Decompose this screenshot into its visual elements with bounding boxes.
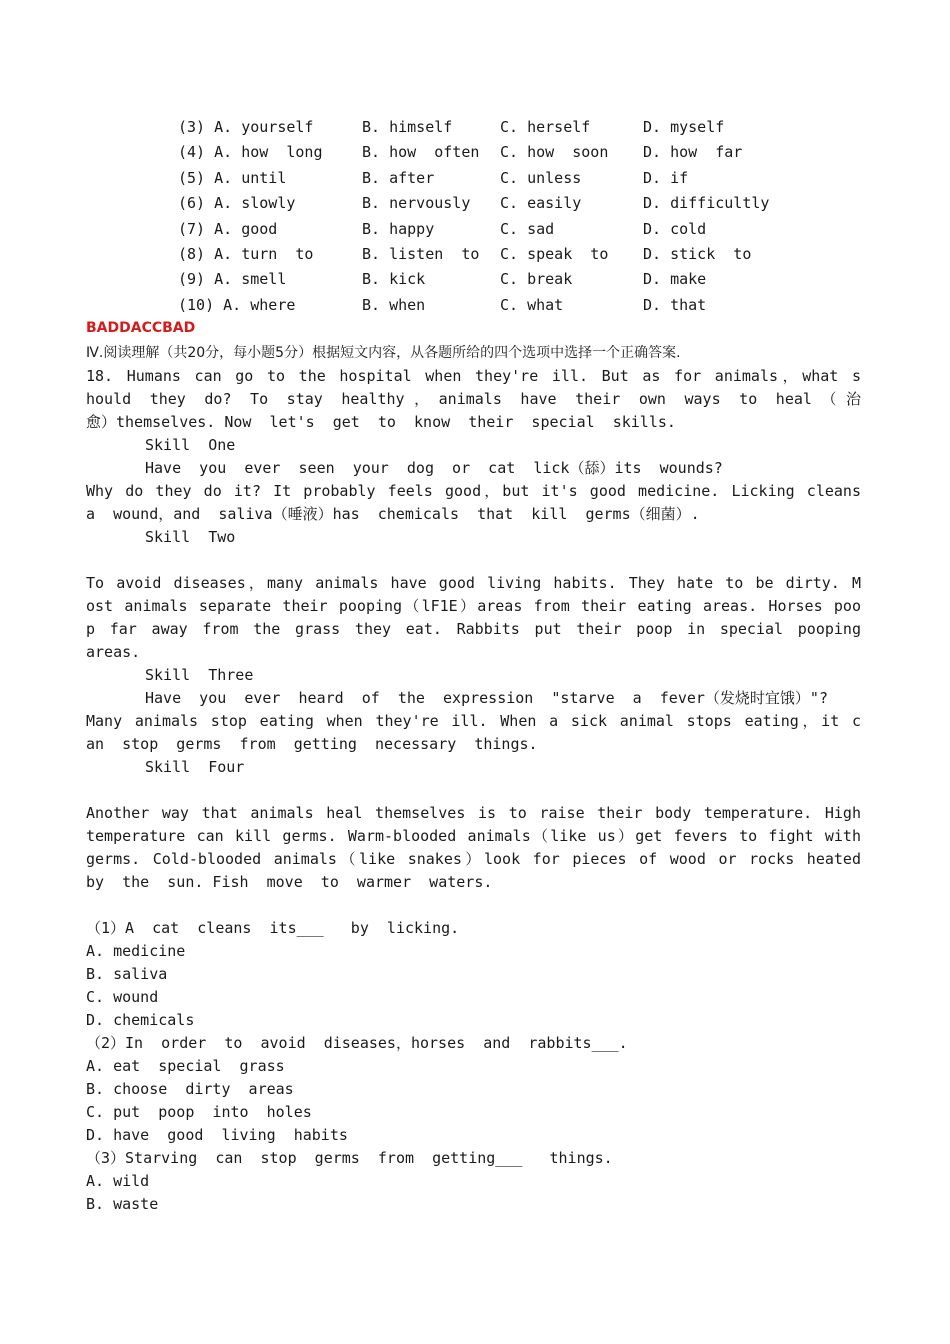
option-cell: B. after	[362, 168, 435, 187]
option-cell: B. himself	[362, 118, 453, 136]
passage-line: by the sun. Fish move to warmer waters.	[86, 873, 493, 891]
passage-line: a wound，and saliva（唾液）has chemicals that kill germs（细菌）.	[86, 505, 700, 523]
option-cell: (4) A. how long	[178, 143, 323, 162]
option-cell: D. myself	[643, 118, 725, 136]
passage-line: Have you ever heard of the expression "starve a fever（发烧时宜饿）"?	[145, 689, 828, 707]
passage-line: hould they do? To stay healthy，animals have their own ways to heal（治	[86, 390, 861, 408]
option-cell: C. what	[500, 295, 564, 314]
option-cell: (3) A. yourself	[178, 118, 314, 136]
option-cell: (9) A. smell	[178, 270, 287, 289]
passage-line: B. choose dirty areas	[86, 1080, 294, 1098]
answer-key: BADDACCBAD	[86, 320, 196, 336]
option-cell: C. unless	[500, 168, 582, 187]
passage-line: A. eat special grass	[86, 1057, 285, 1075]
option-cell: (8) A. turn to	[178, 244, 314, 263]
passage-line: Another way that animals heal themselves is to raise their body temperature. High	[86, 804, 861, 822]
passage-line: Skill Two	[145, 528, 236, 546]
passage-line: B. saliva	[86, 965, 168, 983]
option-cell: D. if	[643, 168, 689, 187]
passage-line: （3）Starving can stop germs from getting___ things.	[86, 1149, 613, 1167]
passage-line: Have you ever seen your dog or cat lick（舔）its wounds?	[145, 459, 723, 477]
option-cell: D. that	[643, 295, 707, 314]
passage-line: C. wound	[86, 988, 159, 1006]
passage-line: Skill One	[145, 436, 236, 454]
passage-line: C. put poop into holes	[86, 1103, 312, 1121]
option-cell: C. herself	[500, 118, 591, 136]
passage-line: 18. Humans can go to the hospital when they're ill. But as for animals，what s	[86, 367, 861, 385]
passage-line: Skill Four	[145, 758, 245, 776]
option-cell: C. sad	[500, 219, 555, 238]
passage-line: ost animals separate their pooping（lF1E）areas from their eating areas. Horses poo	[86, 597, 861, 615]
passage-line: Skill Three	[145, 666, 254, 684]
passage-line: p far away from the grass they eat. Rabbits put their poop in special pooping	[86, 620, 861, 638]
option-cell: B. how often	[362, 143, 480, 162]
passage-line: Why do they do it? It probably feels good，but it's good medicine. Licking cleans	[86, 482, 861, 500]
section-title: Ⅳ.阅读理解（共20分，每小题5分）根据短文内容，从各题所给的四个选项中选择一个正确答案.	[86, 345, 681, 361]
passage-line: A. wild	[86, 1172, 150, 1190]
passage-line: （1）A cat cleans its___ by licking.	[86, 919, 460, 937]
option-cell: C. break	[500, 270, 573, 289]
passage-line: （2）In order to avoid diseases，horses and rabbits___.	[86, 1034, 628, 1052]
passage-line: areas.	[86, 643, 141, 661]
option-cell: (10) A. where	[178, 295, 296, 314]
option-cell: C. easily	[500, 194, 582, 213]
passage-line: temperature can kill germs. Warm-blooded animals（like us）get fevers to fight with	[86, 827, 861, 845]
passage-line: Many animals stop eating when they're ill. When a sick animal stops eating，it c	[86, 712, 861, 730]
passage-line: 愈）themselves. Now let's get to know their special skills.	[86, 413, 676, 431]
passage-line: D. have good living habits	[86, 1126, 348, 1144]
option-cell: C. speak to	[500, 244, 609, 263]
passage-line: A. medicine	[86, 942, 186, 960]
option-cell: C. how soon	[500, 143, 609, 162]
option-cell: D. stick to	[643, 244, 752, 263]
option-cell: (6) A. slowly	[178, 194, 296, 213]
passage-line: To avoid diseases，many animals have good living habits. They hate to be dirty. M	[86, 574, 861, 592]
option-cell: D. difficultly	[643, 194, 770, 213]
option-cell: B. when	[362, 295, 426, 314]
option-cell: B. nervously	[362, 194, 471, 213]
passage-line: B. waste	[86, 1195, 159, 1213]
option-cell: D. how far	[643, 143, 743, 162]
option-cell: B. listen to	[362, 244, 480, 263]
passage-line: an stop germs from getting necessary things.	[86, 735, 538, 753]
option-cell: (5) A. until	[178, 168, 287, 187]
passage-line: D. chemicals	[86, 1011, 195, 1029]
option-cell: B. happy	[362, 219, 435, 238]
passage-line: germs. Cold-blooded animals（like snakes）look for pieces of wood or rocks heated	[86, 850, 861, 868]
option-cell: D. cold	[643, 219, 707, 238]
option-cell: (7) A. good	[178, 219, 278, 238]
option-cell: B. kick	[362, 270, 426, 289]
option-cell: D. make	[643, 270, 707, 289]
